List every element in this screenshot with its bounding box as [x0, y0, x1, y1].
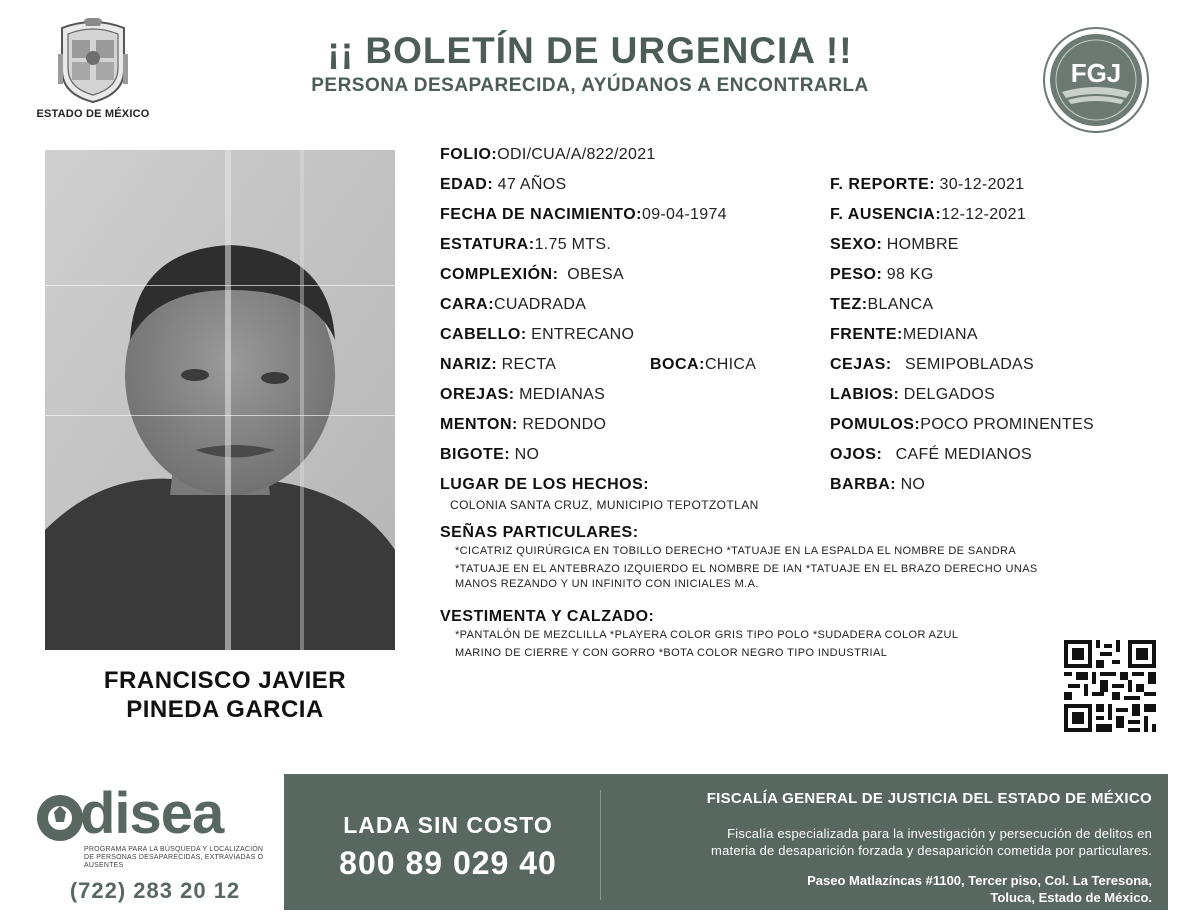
person-name-line2: PINEDA GARCIA — [126, 696, 324, 723]
person-photo — [45, 150, 395, 650]
edomex-logo — [28, 18, 158, 120]
senas-line1: *CICATRIZ QUIRÚRGICA EN TOBILLO DERECHO *TATUAJE EN LA ESPALDA EL NOMBRE DE SANDRA — [455, 545, 1017, 557]
field-frente: FRENTE:MEDIANA — [830, 326, 978, 343]
person-name-line1: FRANCISCO JAVIER — [103, 667, 347, 694]
vestimenta-label: VESTIMENTA Y CALZADO: — [440, 608, 655, 625]
coat-of-arms-icon — [54, 18, 132, 104]
field-cabello: CABELLO: ENTRECANO — [440, 326, 635, 343]
field-ojos: OJOS: CAFÉ MEDIANOS — [830, 446, 1033, 463]
field-lugar-label: LUGAR DE LOS HECHOS: — [440, 476, 650, 493]
field-boca: BOCA:CHICA — [650, 356, 757, 373]
field-peso: PESO: 98 KG — [830, 266, 934, 283]
person-name — [45, 666, 405, 724]
field-bigote: BIGOTE: NO — [440, 446, 540, 463]
fgj-logo-text: FGJ — [1070, 58, 1122, 88]
field-tez: TEZ:BLANCA — [830, 296, 934, 313]
lada-phone-number[interactable]: 800 89 029 40 — [339, 845, 557, 881]
field-f-reporte: F. REPORTE: 30-12-2021 — [830, 176, 1025, 193]
field-folio: FOLIO:ODI/CUA/A/822/2021 — [440, 146, 656, 163]
senas-label: SEÑAS PARTICULARES: — [440, 524, 639, 541]
field-estatura: ESTATURA:1.75 MTS. — [440, 236, 612, 253]
field-fecha-nacimiento: FECHA DE NACIMIENTO:09-04-1974 — [440, 206, 727, 223]
field-cara: CARA:CUADRADA — [440, 296, 587, 313]
field-menton: MENTON: REDONDO — [440, 416, 607, 433]
qr-code-icon[interactable] — [1064, 640, 1156, 732]
field-labios: LABIOS: DELGADOS — [830, 386, 996, 403]
field-f-ausencia: F. AUSENCIA:12-12-2021 — [830, 206, 1027, 223]
field-lugar-value: COLONIA SANTA CRUZ, MUNICIPIO TEPOTZOTLAN — [450, 498, 759, 512]
field-cejas: CEJAS: SEMIPOBLADAS — [830, 356, 1035, 373]
bulletin-title: ¡¡ BOLETÍN DE URGENCIA !! — [327, 30, 853, 71]
lada-label: LADA SIN COSTO — [343, 812, 553, 838]
bulletin-subtitle: PERSONA DESAPARECIDA, AYÚDANOS A ENCONTRARLA — [311, 75, 869, 96]
field-complexion: COMPLEXIÓN: OBESA — [440, 266, 624, 283]
field-barba: BARBA: NO — [830, 476, 926, 493]
field-orejas: OREJAS: MEDIANAS — [440, 386, 606, 403]
field-pomulos: POMULOS:POCO PROMINENTES — [830, 416, 1094, 433]
field-edad: EDAD: 47 AÑOS — [440, 176, 567, 193]
fiscalia-title: FISCALÍA GENERAL DE JUSTICIA DEL ESTADO DE MÉXICO — [706, 790, 1152, 807]
fiscalia-description: Fiscalía especializada para la investigación y persecución de delitos en materia de desaparición forzada y desaparición cometida por particulares. — [711, 826, 1152, 858]
field-nariz: NARIZ: RECTA — [440, 356, 557, 373]
fiscalia-address: Paseo Matlazíncas #1100, Tercer piso, Col. La Teresona, Toluca, Estado de México. — [807, 873, 1152, 905]
senas-line3: MANOS REZANDO Y UN INFINITO CON INICIALES M.A. — [455, 578, 759, 590]
vestimenta-line2: MARINO DE CIERRE Y CON GORRO *BOTA COLOR NEGRO TIPO INDUSTRIAL — [455, 647, 888, 659]
vestimenta-line1: *PANTALÓN DE MEZCLILLA *PLAYERA COLOR GRIS TIPO POLO *SUDADERA COLOR AZUL — [455, 629, 959, 641]
fgj-seal-icon — [1042, 26, 1150, 134]
footer-divider — [600, 790, 601, 900]
odisea-phone[interactable]: (722) 283 20 12 — [69, 878, 241, 903]
odisea-wordmark: disea — [80, 781, 224, 846]
field-sexo: SEXO: HOMBRE — [830, 236, 959, 253]
odisea-description: PROGRAMA PARA LA BÚSQUEDA Y LOCALIZACIÓN DE PERSONAS DESAPARECIDAS, EXTRAVIADAS O AUSENTES — [84, 846, 264, 869]
state-label: ESTADO DE MÉXICO — [36, 108, 150, 120]
senas-line2: *TATUAJE EN EL ANTEBRAZO IZQUIERDO EL NOMBRE DE IAN *TATUAJE EN EL BRAZO DERECHO UNAS — [455, 563, 1038, 575]
